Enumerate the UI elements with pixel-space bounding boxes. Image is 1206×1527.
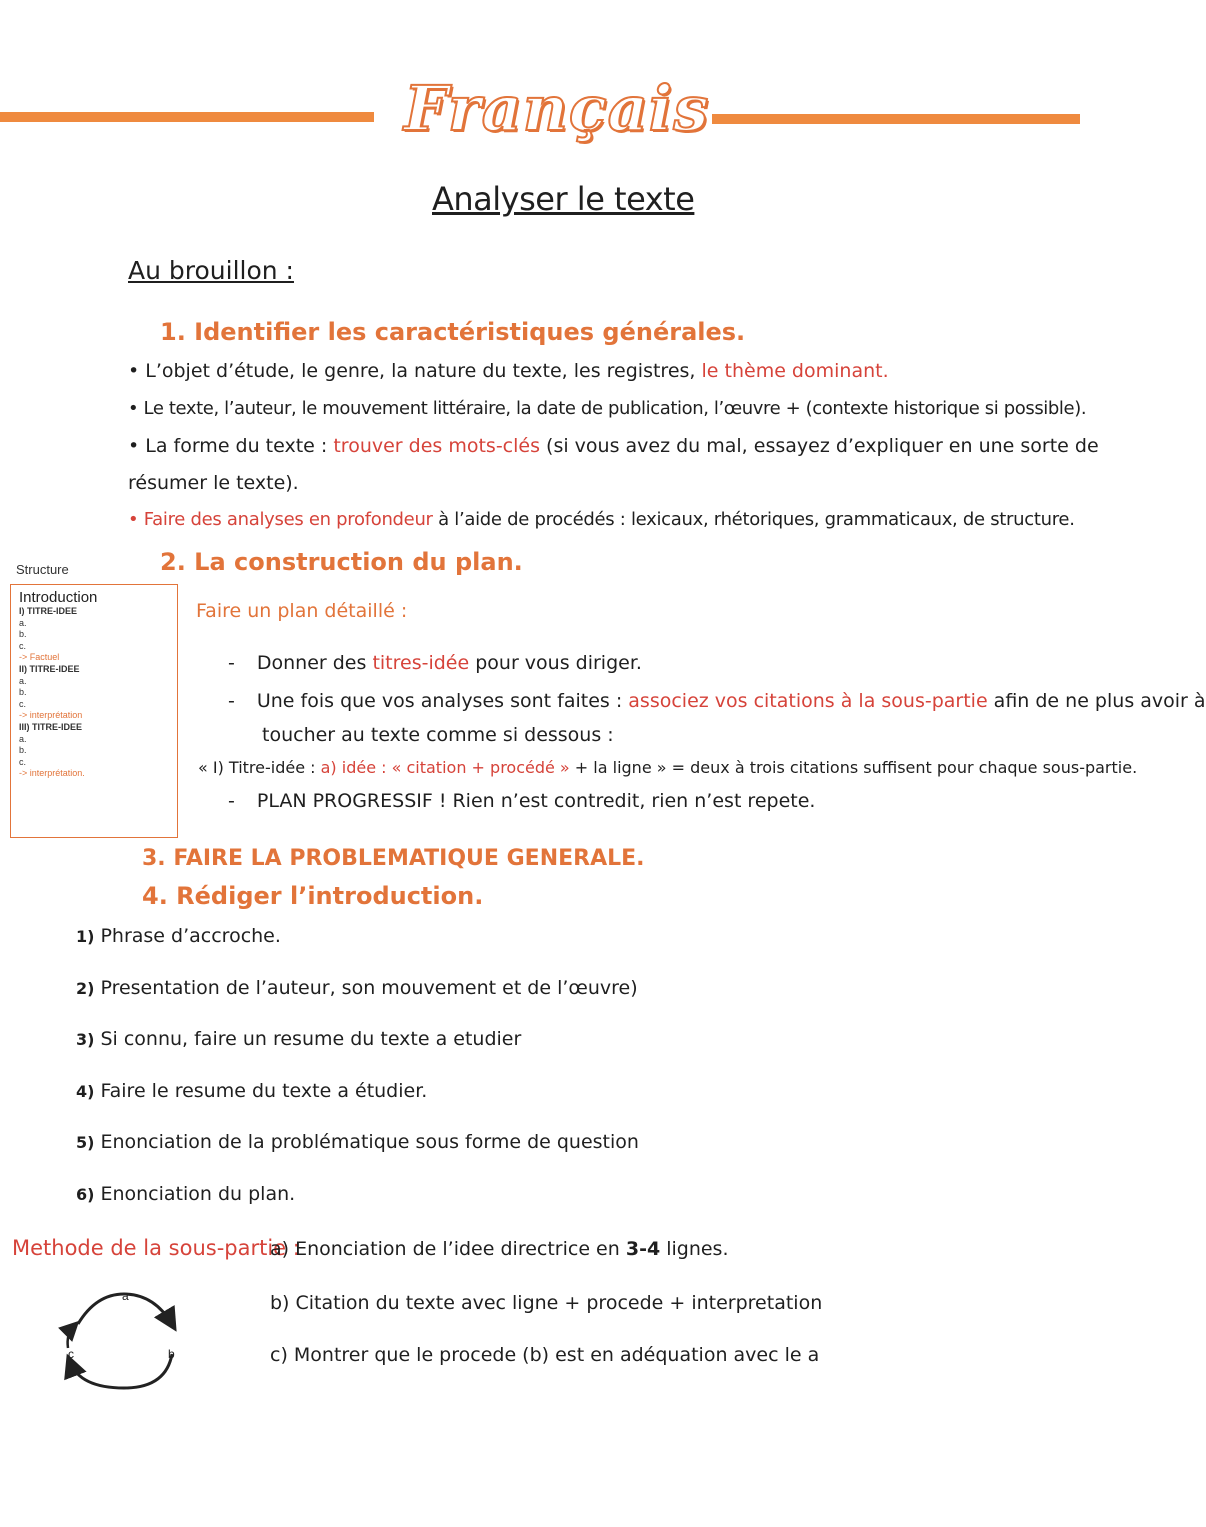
bullet-3-text: • La forme du texte : <box>128 435 334 457</box>
intro-step-number: 6) <box>76 1184 95 1204</box>
plan-example <box>198 758 1137 777</box>
intro-step-text: Presentation de l’auteur, son mouvement et de l’œuvre) <box>100 976 638 999</box>
structure-item: a. <box>19 617 27 628</box>
plan-dash-3-text: PLAN PROGRESSIF ! Rien n’est contredit, rien n’est repete. <box>256 790 816 812</box>
page-subtitle: Analyser le texte <box>432 180 695 218</box>
methode-a-bold: 3-4 <box>625 1238 661 1260</box>
methode-a-text: a) Enonciation de l’idee directrice en <box>270 1238 626 1260</box>
intro-step <box>76 1080 776 1132</box>
intro-step-text: Enonciation de la problématique sous forme de question <box>100 1131 639 1153</box>
intro-step-number: 1) <box>76 927 95 946</box>
structure-items <box>19 606 169 780</box>
structure-item: c. <box>19 756 27 767</box>
intro-step <box>76 1131 776 1183</box>
cycle-diagram <box>56 1284 192 1400</box>
structure-item: c. <box>19 640 27 651</box>
structure-label: Structure <box>16 562 69 577</box>
structure-item: III) TITRE-IDEE <box>19 721 82 732</box>
section2-heading: 2. La construction du plan. <box>160 548 523 576</box>
structure-item: -> Factuel <box>19 652 60 663</box>
structure-item: c. <box>19 698 27 709</box>
cycle-label-b: b <box>168 1347 175 1361</box>
structure-item: a. <box>19 675 27 686</box>
structure-box <box>10 584 178 838</box>
dash-icon: - <box>228 652 235 674</box>
bullet-3-highlight: trouver des mots-clés <box>333 435 540 457</box>
cycle-arrow-ca <box>68 1326 74 1348</box>
plan-dash-3 <box>228 790 815 812</box>
section3-heading: 3. FAIRE LA PROBLEMATIQUE GENERALE. <box>142 846 645 871</box>
intro-step-text: Phrase d’accroche. <box>100 925 281 947</box>
plan-dash-2-text: Une fois que vos analyses sont faites : <box>256 690 629 712</box>
plan-dash-1-text: Donner des <box>256 652 373 674</box>
structure-item: II) TITRE-IDEE <box>19 663 80 674</box>
cycle-arrow-bc <box>70 1354 172 1388</box>
bullet-3-continuation: résumer le texte). <box>128 472 299 494</box>
intro-step-number: 3) <box>76 1030 95 1049</box>
structure-intro: Introduction <box>19 589 98 606</box>
section1-heading: 1. Identifier les caractéristiques générales. <box>160 318 746 346</box>
intro-step-text: Faire le resume du texte a étudier. <box>100 1079 428 1102</box>
bullet-2: • Le texte, l’auteur, le mouvement littéraire, la date de publication, l’œuvre + (contexte historique si possible). <box>128 398 1087 419</box>
plan-dash-2 <box>228 690 1206 712</box>
plan-dash-1-highlight: titres-idée <box>372 652 470 674</box>
structure-item: -> interprétation. <box>19 768 85 779</box>
header-bar-right <box>712 114 1080 124</box>
structure-item: b. <box>19 629 27 640</box>
intro-step-number: 2) <box>76 978 95 998</box>
intro-step-number: 5) <box>76 1133 95 1152</box>
intro-step <box>76 977 776 1029</box>
structure-item: a. <box>19 733 27 744</box>
intro-step-number: 4) <box>76 1081 95 1101</box>
plan-dash-1-rest: pour vous diriger. <box>469 652 642 674</box>
dash-icon: - <box>228 790 235 812</box>
structure-item: b. <box>19 687 27 698</box>
plan-example-start: « I) Titre-idée : <box>198 758 321 777</box>
plan-example-end: + la ligne » = deux à trois citations suffisent pour chaque sous-partie. <box>569 758 1138 777</box>
intro-step-text: Si connu, faire un resume du texte a etudier <box>100 1028 522 1050</box>
methode-a-end: lignes. <box>660 1238 729 1260</box>
cycle-label-c: c <box>68 1347 74 1361</box>
header-bar-left <box>0 112 374 122</box>
section4-heading: 4. Rédiger l’introduction. <box>142 882 484 910</box>
bullet-3 <box>128 435 1099 457</box>
structure-item: I) TITRE-IDEE <box>19 606 77 616</box>
intro-step <box>76 1028 776 1080</box>
page-title: Français <box>404 72 710 145</box>
intro-step <box>76 1183 776 1235</box>
methode-b: b) Citation du texte avec ligne + procede + interpretation <box>270 1292 823 1314</box>
plan-dash-2-highlight: associez vos citations à la sous-partie <box>628 690 988 712</box>
bullet-4-rest: à l’aide de procédés : lexicaux, rhétoriques, grammaticaux, de structure. <box>432 509 1075 530</box>
cycle-label-a: a <box>122 1289 129 1303</box>
plan-dash-2-continuation: toucher au texte comme si dessous : <box>262 724 614 746</box>
bullet-1 <box>128 360 889 382</box>
structure-item: b. <box>19 745 27 756</box>
methode-c: c) Montrer que le procede (b) est en adéquation avec le a <box>270 1344 820 1366</box>
intro-step-text: Enonciation du plan. <box>100 1182 296 1205</box>
dash-icon: - <box>228 690 235 712</box>
plan-detail-label: Faire un plan détaillé : <box>196 600 408 622</box>
bullet-1-text: • L’objet d’étude, le genre, la nature du texte, les registres, <box>128 360 702 382</box>
brouillon-heading: Au brouillon : <box>128 256 294 285</box>
structure-item: -> interprétation <box>19 710 83 721</box>
plan-example-highlight: a) idée : « citation + procédé » <box>320 758 570 777</box>
plan-dash-1 <box>228 652 642 674</box>
methode-label: Methode de la sous-partie : <box>12 1236 300 1260</box>
bullet-1-highlight: le thème dominant. <box>701 360 889 382</box>
plan-dash-2-rest: afin de ne plus avoir à <box>987 690 1206 712</box>
bullet-4 <box>128 509 1075 530</box>
intro-steps <box>76 925 776 1234</box>
bullet-3-rest: (si vous avez du mal, essayez d’expliquer en une sorte de <box>540 435 1099 457</box>
intro-step <box>76 925 776 977</box>
methode-a <box>270 1238 729 1260</box>
bullet-4-highlight: • Faire des analyses en profondeur <box>128 509 433 530</box>
